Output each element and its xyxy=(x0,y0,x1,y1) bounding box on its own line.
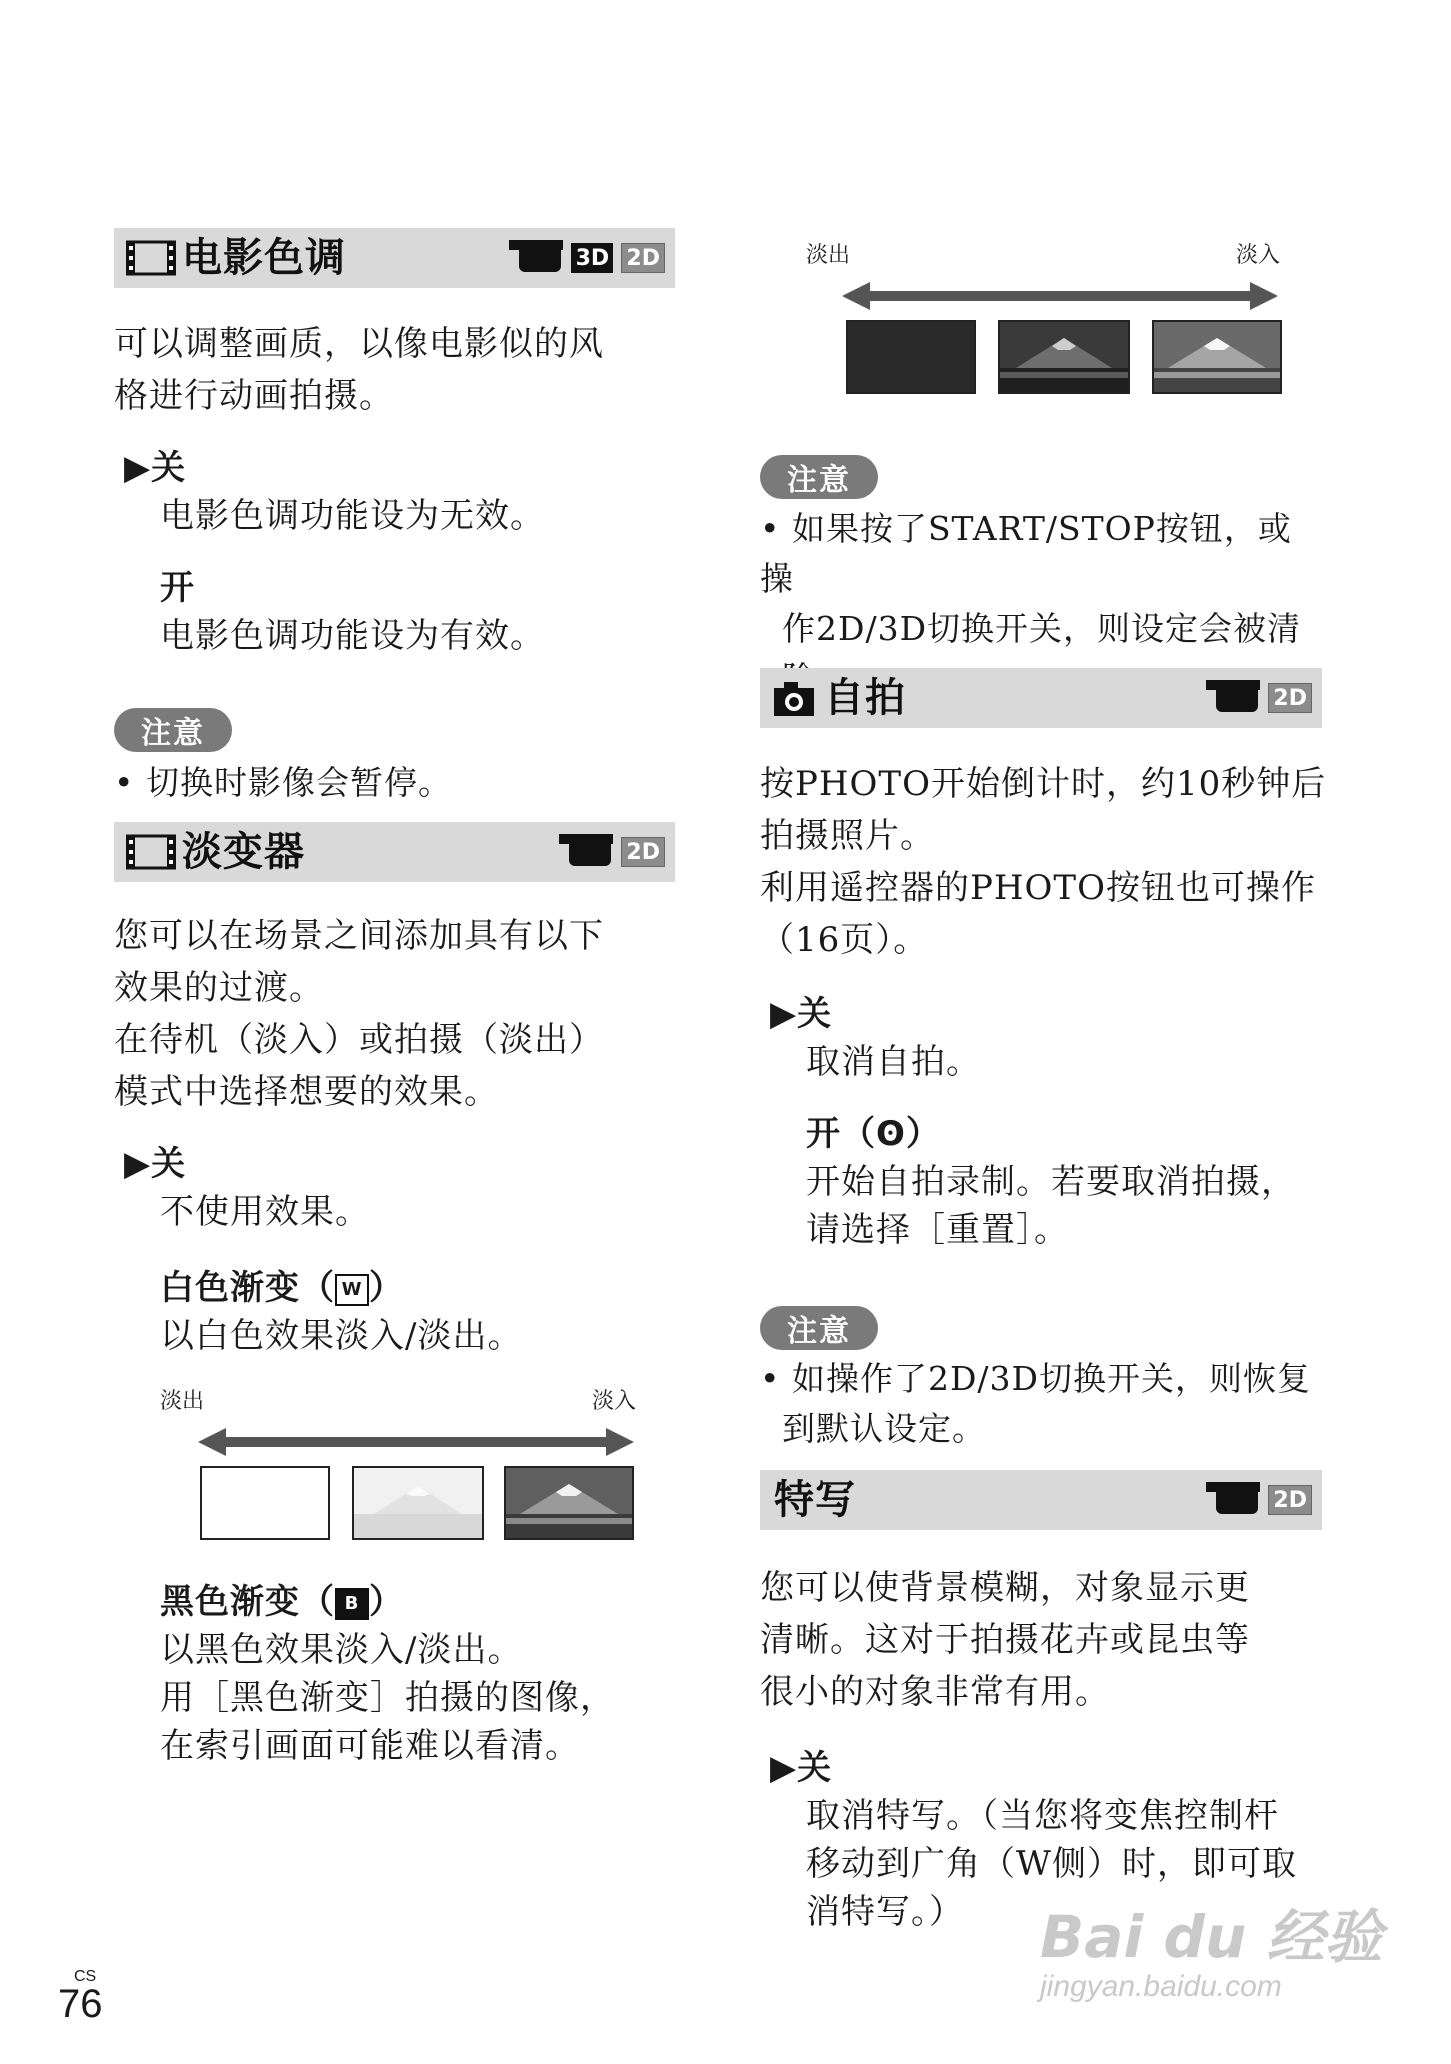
fader-option-black xyxy=(160,1578,615,1770)
note-badge: 注意 xyxy=(760,1306,878,1350)
camcorder-icon xyxy=(1206,680,1260,716)
movie-tone-option-off xyxy=(124,444,545,540)
fade-in-label: 淡入 xyxy=(1236,243,1281,268)
option-desc: 不使用效果。 xyxy=(160,1192,370,1232)
option-label: ▶关 xyxy=(770,994,833,1034)
camera-icon xyxy=(772,678,816,718)
self-timer-icon: ʘ xyxy=(876,1114,906,1154)
close-up-description: 您可以使背景模糊，对象显示更 清晰。这对于拍摄花卉或昆虫等 很小的对象非常有用。 xyxy=(760,1568,1250,1712)
badge-2d: 2D xyxy=(621,243,665,273)
badge-2d: 2D xyxy=(621,837,665,867)
badge-3d: 3D xyxy=(571,243,613,273)
badge-2d: 2D xyxy=(1268,1485,1312,1515)
option-label: ▶关 xyxy=(770,1748,833,1788)
black-frame xyxy=(846,320,976,394)
section-header-self-timer xyxy=(760,668,1322,728)
fader-option-off xyxy=(124,1140,370,1236)
option-desc: 开始自拍录制。若要取消拍摄， 请选择［重置］。 xyxy=(806,1162,1296,1250)
film-icon xyxy=(126,240,176,276)
note-text: • 如果按了START/STOP按钮，或操 作2D/3D切换开关，则设定会被清 xyxy=(760,509,1302,648)
mountain-thumbnail-dark xyxy=(998,320,1130,394)
option-desc: 以白色效果淡入/淡出。 xyxy=(160,1316,523,1356)
option-desc: 电影色调功能设为无效。 xyxy=(160,496,545,536)
self-timer-description: 按PHOTO开始倒计时，约10秒钟后 拍摄照片。 利用遥控器的PHOTO按钮也可操作 （16页）。 xyxy=(760,764,1327,960)
fade-out-label: 淡出 xyxy=(160,1389,205,1414)
white-frame xyxy=(200,1466,330,1540)
self-timer-option-on xyxy=(806,1110,1296,1254)
mountain-thumbnail-faded xyxy=(352,1466,484,1540)
movie-tone-description: 可以调整画质，以像电影似的风 格进行动画拍摄。 xyxy=(114,324,604,416)
option-label: ▶关 xyxy=(124,448,187,488)
option-label: ▶关 xyxy=(124,1144,187,1184)
section-header-fader xyxy=(114,822,675,882)
mode-badges xyxy=(509,238,665,278)
option-desc: 取消特写。（当您将变焦控制杆 移动到广角（W侧）时，即可取 消特写。） xyxy=(806,1796,1297,1932)
note-text: • 如操作了2D/3D切换开关，则恢复 到默认设定。 xyxy=(760,1359,1311,1448)
mountain-thumbnail xyxy=(1152,320,1282,394)
option-desc: 电影色调功能设为有效。 xyxy=(160,616,545,656)
mode-badges xyxy=(559,832,665,872)
double-arrow xyxy=(842,282,1278,310)
section-title: 自拍 xyxy=(824,675,906,721)
fade-in-label: 淡入 xyxy=(592,1389,637,1414)
camcorder-icon xyxy=(1206,1482,1260,1518)
camcorder-icon xyxy=(559,834,613,870)
fader-option-white xyxy=(160,1264,522,1360)
section-header-movie-tone xyxy=(114,228,675,288)
section-title: 淡变器 xyxy=(182,829,305,875)
page-number: 76 xyxy=(58,1982,103,2026)
option-label: 开 xyxy=(160,568,195,608)
mountain-thumbnail xyxy=(504,1466,634,1540)
fade-out-label: 淡出 xyxy=(806,243,851,268)
film-icon xyxy=(126,834,176,870)
option-label: 开（ʘ） xyxy=(806,1114,941,1154)
section-header-close-up xyxy=(760,1470,1322,1530)
option-desc: 以黑色效果淡入/淡出。 用［黑色渐变］拍摄的图像， 在索引画面可能难以看清。 xyxy=(160,1630,615,1766)
mode-badges xyxy=(1206,678,1312,718)
language-code: CS xyxy=(74,1968,97,1985)
option-desc: 取消自拍。 xyxy=(806,1042,981,1082)
badge-2d: 2D xyxy=(1268,683,1312,713)
movie-tone-option-on xyxy=(160,564,545,660)
double-arrow xyxy=(198,1428,634,1456)
white-fader-icon: W xyxy=(335,1274,369,1306)
camcorder-icon xyxy=(509,240,563,276)
mode-badges xyxy=(1206,1480,1312,1520)
option-label: 黑色渐变（ B ） xyxy=(160,1582,404,1622)
note-badge: 注意 xyxy=(760,455,878,499)
watermark-logo: Bai du 经验 xyxy=(1040,1903,1383,1971)
watermark-url: jingyan.baidu.com xyxy=(1040,1970,1282,2003)
section-title: 电影色调 xyxy=(182,235,346,281)
black-fader-icon: B xyxy=(335,1588,369,1620)
fader-description: 您可以在场景之间添加具有以下 效果的过渡。 在待机（淡入）或拍摄（淡出） 模式中选择想要的效果。 xyxy=(114,916,604,1112)
note-text: • 切换时影像会暂停。 xyxy=(114,763,452,802)
section-title: 特写 xyxy=(774,1477,856,1523)
note-badge: 注意 xyxy=(114,708,232,752)
self-timer-option-off xyxy=(770,990,981,1086)
option-label: 白色渐变（ W ） xyxy=(160,1268,404,1308)
